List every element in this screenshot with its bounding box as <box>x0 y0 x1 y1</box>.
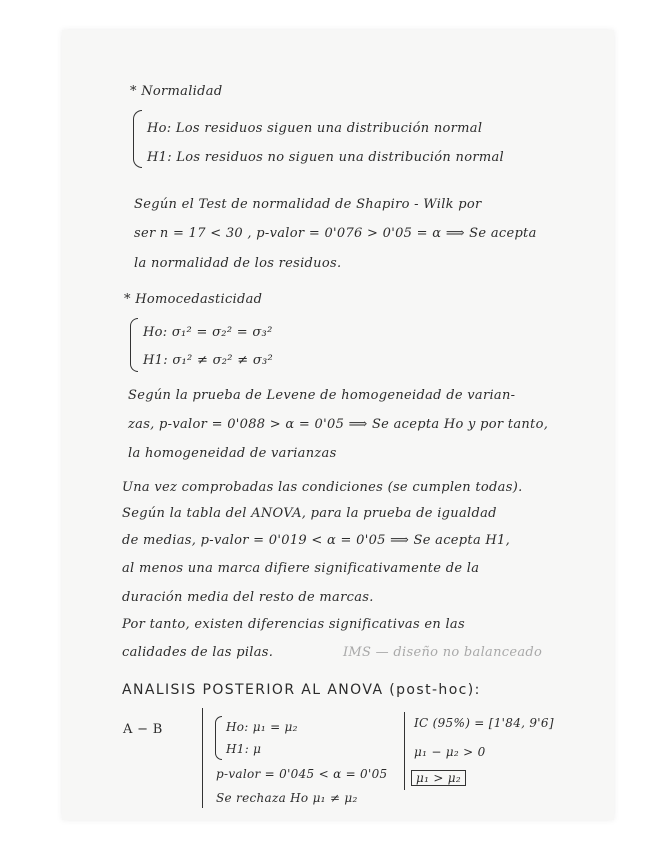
homocedasticidad-text-1: Según la prueba de Levene de homogeneidad de varian- <box>128 388 516 403</box>
conclusion-line-3: de medias, p-valor = 0'019 < α = 0'05 ⟹ Se acepta H1, <box>122 533 511 548</box>
normalidad-heading: * Normalidad <box>130 84 223 99</box>
posthoc-pvalue: p-valor = 0'045 < α = 0'05 <box>216 767 388 781</box>
posthoc-h1: H1: μ <box>226 742 262 756</box>
conclusion-line-6: Por tanto, existen diferencias significativas en las <box>122 617 465 632</box>
normalidad-text-2: ser n = 17 < 30 , p-valor = 0'076 > 0'05 = α ⟹ Se acepta <box>134 226 537 241</box>
posthoc-heading: ANALISIS POSTERIOR AL ANOVA (post-hoc): <box>122 682 481 698</box>
normalidad-text-3: la normalidad de los residuos. <box>134 256 342 271</box>
conclusion-line-2: Según la tabla del ANOVA, para la prueba de igualdad <box>122 506 497 521</box>
homocedasticidad-h0: Ho: σ₁² = σ₂² = σ₃² <box>143 325 273 340</box>
normalidad-h1: H1: Los residuos no siguen una distribución normal <box>147 150 504 165</box>
posthoc-ic: IC (95%) = [1'84, 9'6] <box>414 716 554 730</box>
posthoc-h0: Ho: μ₁ = μ₂ <box>226 720 298 734</box>
normalidad-text-1: Según el Test de normalidad de Shapiro - Wilk por <box>134 197 482 212</box>
conclusion-line-7: calidades de las pilas. <box>122 645 274 660</box>
posthoc-brace <box>215 716 222 760</box>
homocedasticidad-text-3: la homogeneidad de varianzas <box>128 446 337 461</box>
conclusion-line-1: Una vez comprobadas las condiciones (se cumplen todas). <box>122 480 523 495</box>
posthoc-diff: μ₁ − μ₂ > 0 <box>414 745 486 759</box>
margin-note: IMS — diseño no balanceado <box>343 645 543 660</box>
conclusion-line-5: duración media del resto de marcas. <box>122 590 374 605</box>
normalidad-h0: Ho: Los residuos siguen una distribución normal <box>147 121 483 136</box>
normalidad-brace <box>133 110 142 168</box>
homocedasticidad-heading: * Homocedasticidad <box>124 292 263 307</box>
homocedasticidad-h1: H1: σ₁² ≠ σ₂² ≠ σ₃² <box>143 353 274 368</box>
posthoc-right-rule <box>404 712 405 790</box>
posthoc-left-rule <box>202 708 203 808</box>
homocedasticidad-text-2: zas, p-valor = 0'088 > α = 0'05 ⟹ Se acepta Ho y por tanto, <box>128 417 549 432</box>
conclusion-line-4: al menos una marca difiere significativamente de la <box>122 561 480 576</box>
posthoc-reject: Se rechaza Ho μ₁ ≠ μ₂ <box>216 791 358 805</box>
homocedasticidad-brace <box>130 318 138 372</box>
posthoc-result: μ₁ > μ₂ <box>411 770 466 786</box>
posthoc-pair: A − B <box>123 722 163 737</box>
